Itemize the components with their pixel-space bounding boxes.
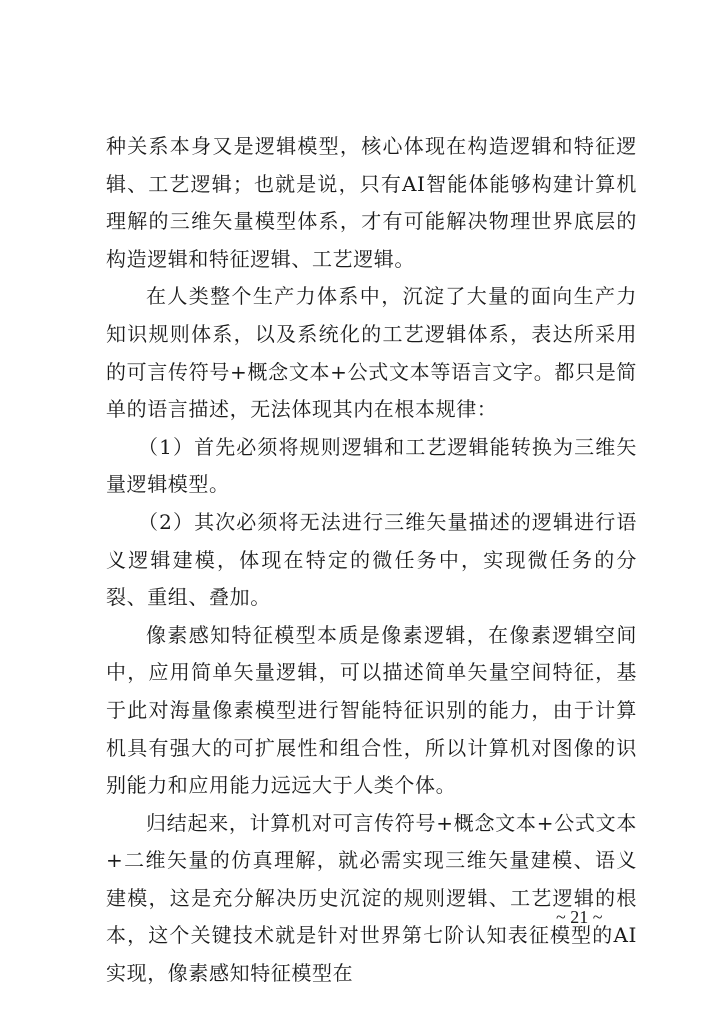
paragraph-continuation: 种关系本身又是逻辑模型，核心体现在构造逻辑和特征逻辑、工艺逻辑；也就是说，只有AI智能体能够构建计算机理解的三维矢量模型体系，才有可能解决物理世界底层的构造逻辑和特征逻辑、工艺逻辑。 [106,134,637,271]
page-number: ~ 21 ~ [556,907,603,927]
list-item-2: （2）其次必须将无法进行三维矢量描述的逻辑进行语义逻辑建模，体现在特定的微任务中，实现微任务的分裂、重组、叠加。 [106,509,637,610]
body-text [106,128,637,993]
paragraph-pixel-perception: 像素感知特征模型本质是像素逻辑，在像素逻辑空间中，应用简单矢量逻辑，可以描述简单矢量空间特征，基于此对海量像素模型进行智能特征识别的能力，由于计算机具有强大的可扩展性和组合性，所以计算机对图像的识别能力和应用能力远远大于人类个体。 [106,622,637,798]
list-item-1: （1）首先必须将规则逻辑和工艺逻辑能转换为三维矢量逻辑模型。 [106,434,637,497]
paragraph-summary: 归结起来，计算机对可言传符号+概念文本+公式文本+二维矢量的仿真理解，就必需实现三维矢量建模、语义建模，这是充分解决历史沉淀的规则逻辑、工艺逻辑的根本，这个关键技术就是针对世界第七阶认知表征模型的AI实现，像素感知特征模型在 [106,810,637,986]
paragraph-productivity-system: 在人类整个生产力体系中，沉淀了大量的面向生产力知识规则体系，以及系统化的工艺逻辑体系，表达所采用的可言传符号+概念文本+公式文本等语言文字。都只是简单的语言描述，无法体现其内在根本规律： [106,284,637,422]
